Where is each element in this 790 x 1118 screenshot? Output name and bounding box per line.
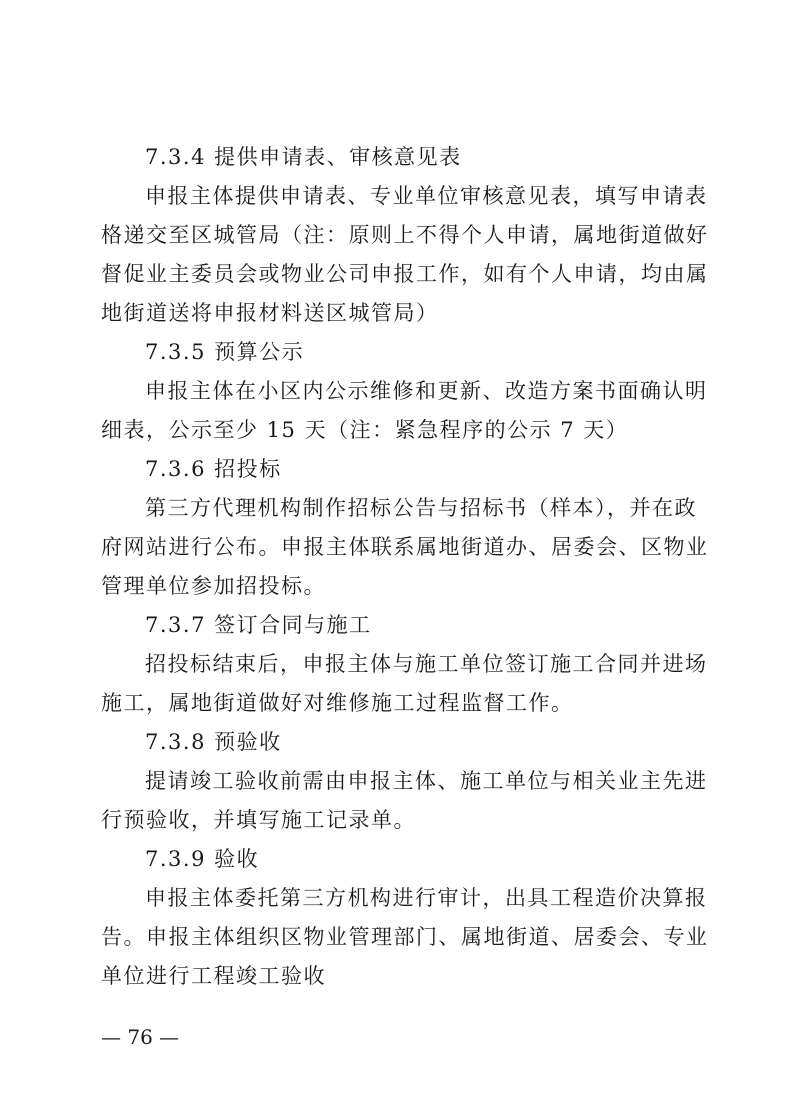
paragraph-line: 申报主体提供申请表、专业单位审核意见表，填写申请表 (145, 184, 708, 208)
paragraph-line: 施工，属地街道做好对维修施工过程监督工作。 (101, 691, 574, 715)
paragraph-line: 管理单位参加招投标。 (101, 574, 326, 598)
section-heading-7-3-6: 7.3.6 招投标 (145, 457, 282, 481)
paragraph-line: 告。申报主体组织区物业管理部门、属地街道、居委会、专业 (101, 925, 709, 949)
paragraph-line: 细表，公示至少 15 天（注：紧急程序的公示 7 天） (101, 418, 629, 442)
section-heading-7-3-9: 7.3.9 验收 (145, 847, 260, 871)
section-heading-7-3-4: 7.3.4 提供申请表、审核意见表 (145, 145, 462, 169)
section-heading-7-3-7: 7.3.7 签订合同与施工 (145, 613, 372, 637)
paragraph-line: 督促业主委员会或物业公司申报工作，如有个人申请，均由属 (101, 262, 709, 286)
paragraph-line: 格递交至区城管局（注：原则上不得个人申请，属地街道做好 (101, 223, 709, 247)
paragraph-line: 申报主体在小区内公示维修和更新、改造方案书面确认明 (145, 379, 708, 403)
paragraph-line: 单位进行工程竣工验收 (101, 964, 326, 988)
paragraph-line: 行预验收，并填写施工记录单。 (101, 808, 416, 832)
paragraph-line: 申报主体委托第三方机构进行审计，出具工程造价决算报 (145, 886, 708, 910)
paragraph-line: 提请竣工验收前需由申报主体、施工单位与相关业主先进 (145, 769, 708, 793)
paragraph-line: 地街道送将申报材料送区城管局） (101, 301, 439, 325)
paragraph-line: 府网站进行公布。申报主体联系属地街道办、居委会、区物业 (101, 535, 709, 559)
page-number: — 76 — (101, 1025, 180, 1049)
section-heading-7-3-5: 7.3.5 预算公示 (145, 340, 305, 364)
paragraph-line: 招投标结束后，申报主体与施工单位签订施工合同并进场 (145, 652, 708, 676)
paragraph-line: 第三方代理机构制作招标公告与招标书（样本），并在政 (145, 496, 697, 520)
section-heading-7-3-8: 7.3.8 预验收 (145, 730, 282, 754)
